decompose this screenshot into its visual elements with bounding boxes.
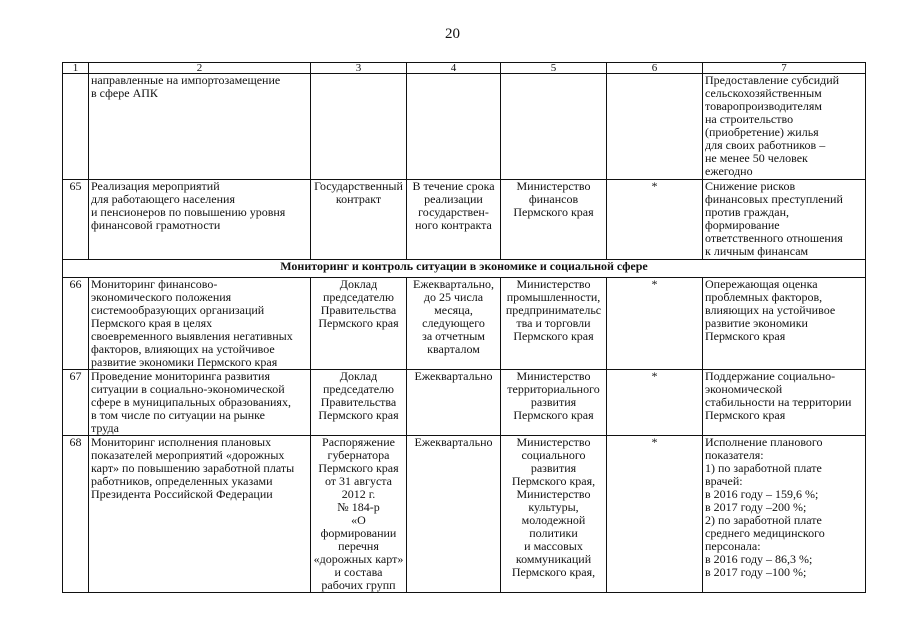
funding-cell: *: [607, 180, 703, 260]
funding-cell: [607, 74, 703, 180]
column-number: 2: [89, 63, 311, 74]
column-number: 7: [703, 63, 866, 74]
measures-table: [62, 62, 866, 593]
table-row: [63, 436, 866, 593]
measure-name-cell: направленные на импортозамещение в сфере АПК: [89, 74, 311, 180]
deadline-cell: Ежеквартально: [407, 370, 501, 436]
responsible-cell: Министерство промышленности, предпринимательс тва и торговли Пермского края: [501, 278, 607, 370]
deadline-cell: [407, 74, 501, 180]
measure-name-cell: Мониторинг исполнения плановых показателей мероприятий «дорожных карт» по повышению заработной платы работников, определенных указами Президента Российской Федерации: [89, 436, 311, 593]
deadline-cell: Ежеквартально, до 25 числа месяца, следующего за отчетным кварталом: [407, 278, 501, 370]
column-number: 1: [63, 63, 89, 74]
column-number: 3: [311, 63, 407, 74]
funding-cell: *: [607, 436, 703, 593]
column-number: 4: [407, 63, 501, 74]
funding-cell: *: [607, 370, 703, 436]
row-number-cell: 67: [63, 370, 89, 436]
row-number-cell: 65: [63, 180, 89, 260]
deadline-cell: В течение срока реализации государствен- ного контракта: [407, 180, 501, 260]
funding-cell: *: [607, 278, 703, 370]
measure-name-cell: Проведение мониторинга развития ситуации в социально-экономической сфере в муниципальных образованиях, в том числе по ситуации на рынке труда: [89, 370, 311, 436]
column-number: 5: [501, 63, 607, 74]
document-cell: Распоряжение губернатора Пермского края от 31 августа 2012 г. № 184-р «О формировании перечня «дорожных карт» и состава рабочих групп: [311, 436, 407, 593]
result-cell: Поддержание социально- экономической стабильности на территории Пермского края: [703, 370, 866, 436]
deadline-cell: Ежеквартально: [407, 436, 501, 593]
document-cell: Доклад председателю Правительства Пермского края: [311, 278, 407, 370]
result-cell: Исполнение планового показателя: 1) по заработной плате врачей: в 2016 году – 159,6 %; в 2017 году –200 %; 2) по заработной плате среднего медицинского персонала: в 2016 году – 86,3 %; в 2017 году –100 %;: [703, 436, 866, 593]
row-number-cell: [63, 74, 89, 180]
responsible-cell: Министерство финансов Пермского края: [501, 180, 607, 260]
column-number-row: [63, 63, 866, 74]
table-row: [63, 370, 866, 436]
section-header-row: [63, 260, 866, 278]
document-cell: [311, 74, 407, 180]
table-row: [63, 74, 866, 180]
row-number-cell: 68: [63, 436, 89, 593]
responsible-cell: [501, 74, 607, 180]
measure-name-cell: Мониторинг финансово- экономического положения системообразующих организаций Пермского края в целях своевременного выявления негативных факторов, влияющих на устойчивое развитие экономики Пермского края: [89, 278, 311, 370]
table-row: [63, 278, 866, 370]
result-cell: Предоставление субсидий сельскохозяйственным товаропроизводителям на строительство (приобретение) жилья для своих работников – не менее 50 человек ежегодно: [703, 74, 866, 180]
responsible-cell: Министерство социального развития Пермского края, Министерство культуры, молодежной политики и массовых коммуникаций Пермского края,: [501, 436, 607, 593]
column-number: 6: [607, 63, 703, 74]
document-cell: Государственный контракт: [311, 180, 407, 260]
table-row: [63, 180, 866, 260]
page-number: 20: [445, 26, 460, 42]
section-title: Мониторинг и контроль ситуации в экономике и социальной сфере: [63, 260, 866, 278]
result-cell: Опережающая оценка проблемных факторов, влияющих на устойчивое развитие экономики Пермского края: [703, 278, 866, 370]
row-number-cell: 66: [63, 278, 89, 370]
responsible-cell: Министерство территориального развития Пермского края: [501, 370, 607, 436]
measure-name-cell: Реализация мероприятий для работающего населения и пенсионеров по повышению уровня финансовой грамотности: [89, 180, 311, 260]
document-cell: Доклад председателю Правительства Пермского края: [311, 370, 407, 436]
result-cell: Снижение рисков финансовых преступлений против граждан, формирование ответственного отношения к личным финансам: [703, 180, 866, 260]
